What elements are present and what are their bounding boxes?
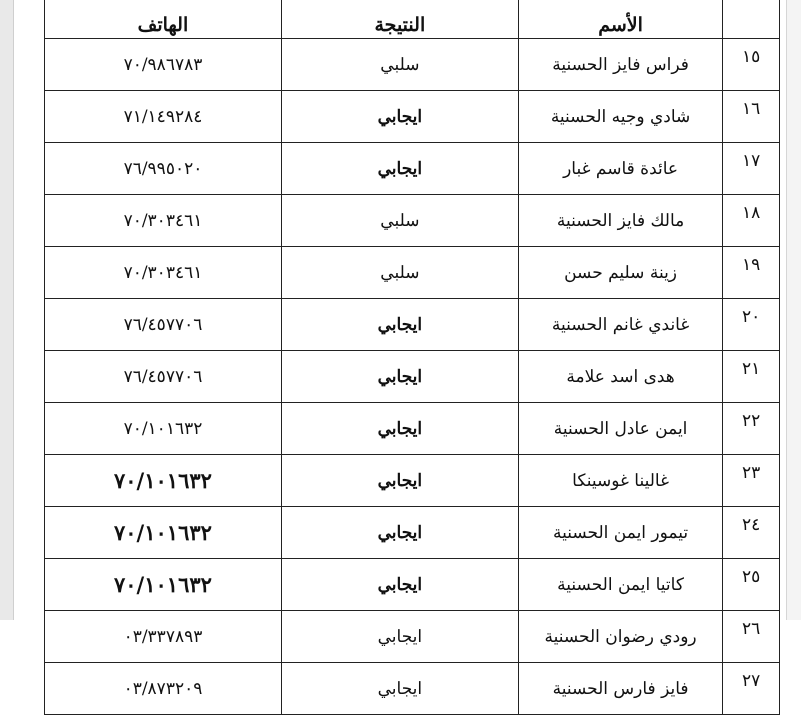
row-phone: ٧٠/١٠١٦٣٢: [45, 559, 282, 611]
row-phone: ٧٠/١٠١٦٣٢: [45, 507, 282, 559]
row-result: ايجابي: [281, 351, 518, 403]
row-name: فايز فارس الحسنية: [518, 663, 723, 715]
row-result: سلبي: [281, 195, 518, 247]
table-row: [45, 455, 780, 507]
row-name: كاتيا ايمن الحسنية: [518, 559, 723, 611]
row-phone: ٧٦/٤٥٧٧٠٦: [45, 299, 282, 351]
row-phone: ٧٠/١٠١٦٣٢: [45, 403, 282, 455]
table-row: [45, 611, 780, 663]
table-row: [45, 39, 780, 91]
row-phone: ٧٦/٤٥٧٧٠٦: [45, 351, 282, 403]
row-phone: ٧٠/١٠١٦٣٢: [45, 455, 282, 507]
row-number: ١٩: [723, 247, 780, 299]
row-name: ايمن عادل الحسنية: [518, 403, 723, 455]
row-phone: ٧٦/٩٩٥٠٢٠: [45, 143, 282, 195]
row-number: ٢٤: [723, 507, 780, 559]
row-name: تيمور ايمن الحسنية: [518, 507, 723, 559]
row-phone: ٧٠/٣٠٣٤٦١: [45, 195, 282, 247]
table-row: [45, 247, 780, 299]
table-row: [45, 195, 780, 247]
row-result: ايجابي: [281, 559, 518, 611]
row-phone: ٧٠/٩٨٦٧٨٣: [45, 39, 282, 91]
row-name: زينة سليم حسن: [518, 247, 723, 299]
row-name: غالينا غوسينكا: [518, 455, 723, 507]
row-phone: ٧٠/٣٠٣٤٦١: [45, 247, 282, 299]
row-name: شادي وجيه الحسنية: [518, 91, 723, 143]
row-name: هدى اسد علامة: [518, 351, 723, 403]
table-row: [45, 403, 780, 455]
row-number: ١٨: [723, 195, 780, 247]
row-number: ٢٢: [723, 403, 780, 455]
results-table: [44, 0, 780, 715]
row-result: ايجابي: [281, 455, 518, 507]
table-row: [45, 299, 780, 351]
header-number: [723, 0, 780, 39]
row-number: ٢٣: [723, 455, 780, 507]
row-result: ايجابي: [281, 299, 518, 351]
row-number: ١٥: [723, 39, 780, 91]
table-row: [45, 663, 780, 715]
left-window-edge: [0, 0, 14, 620]
row-number: ١٧: [723, 143, 780, 195]
table-row: [45, 351, 780, 403]
row-result: ايجابي: [281, 143, 518, 195]
row-number: ٢٧: [723, 663, 780, 715]
row-result: سلبي: [281, 247, 518, 299]
row-name: مالك فايز الحسنية: [518, 195, 723, 247]
row-name: عائدة قاسم غبار: [518, 143, 723, 195]
row-result: ايجابي: [281, 507, 518, 559]
table-row: [45, 507, 780, 559]
table-row: [45, 559, 780, 611]
row-result: ايجابي: [281, 91, 518, 143]
header-phone: الهاتف: [45, 0, 282, 39]
row-phone: ٧١/١٤٩٢٨٤: [45, 91, 282, 143]
row-number: ٢٥: [723, 559, 780, 611]
row-phone: ٠٣/٨٧٣٢٠٩: [45, 663, 282, 715]
row-number: ٢٦: [723, 611, 780, 663]
table-header-row: [45, 0, 780, 39]
row-name: غاندي غانم الحسنية: [518, 299, 723, 351]
row-number: ٢١: [723, 351, 780, 403]
header-name: الأسم: [518, 0, 723, 39]
row-name: رودي رضوان الحسنية: [518, 611, 723, 663]
row-number: ٢٠: [723, 299, 780, 351]
table-row: [45, 91, 780, 143]
row-phone: ٠٣/٣٣٧٨٩٣: [45, 611, 282, 663]
row-result: ايجابي: [281, 403, 518, 455]
table-row: [45, 143, 780, 195]
vertical-scrollbar[interactable]: [786, 0, 801, 620]
row-number: ١٦: [723, 91, 780, 143]
header-result: النتيجة: [281, 0, 518, 39]
row-result: ايجابي: [281, 663, 518, 715]
row-result: سلبي: [281, 39, 518, 91]
row-result: ايجابي: [281, 611, 518, 663]
row-name: فراس فايز الحسنية: [518, 39, 723, 91]
